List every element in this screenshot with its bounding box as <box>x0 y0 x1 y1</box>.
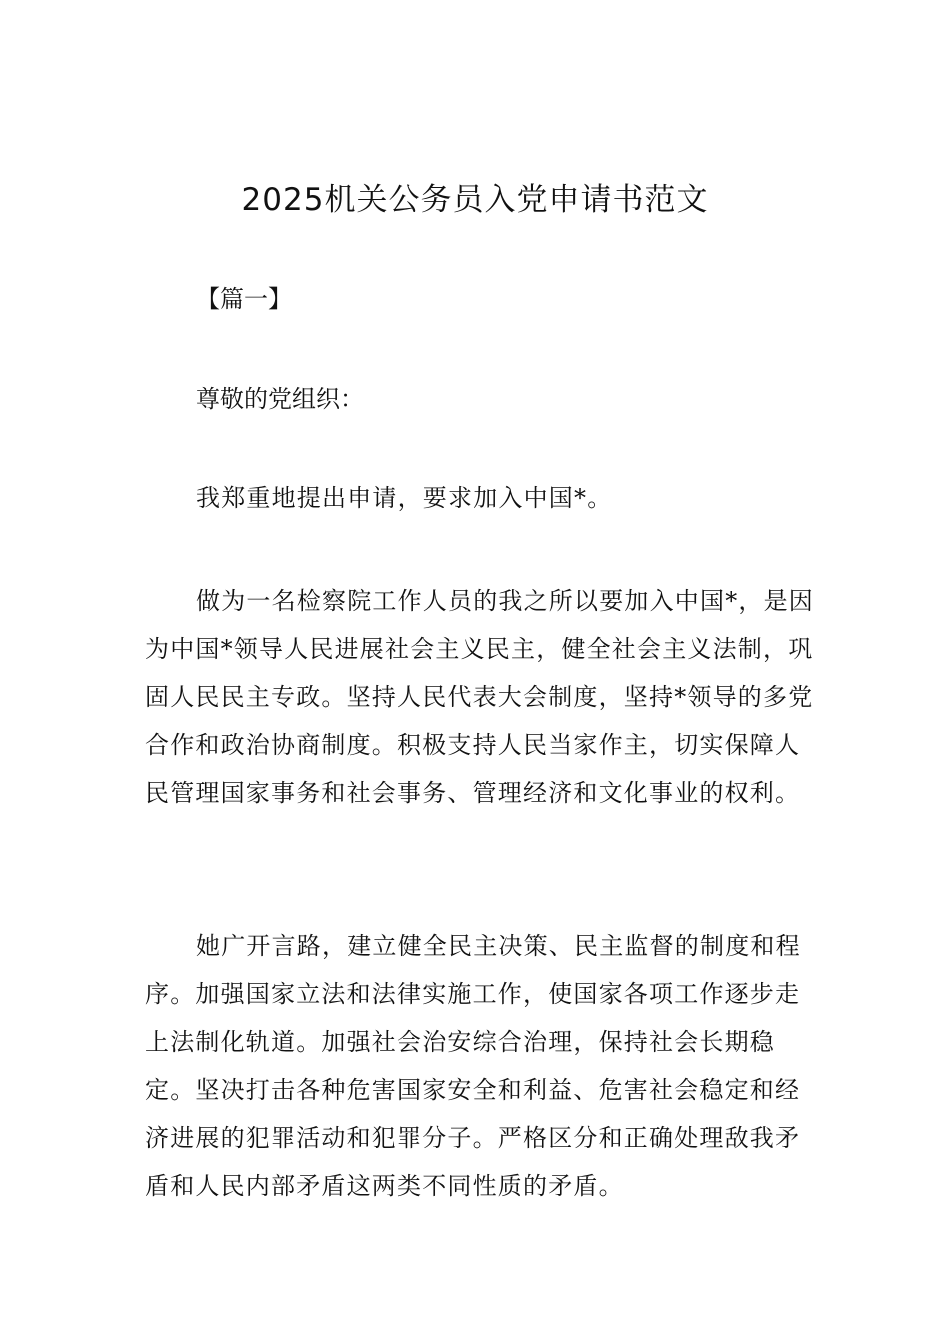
paragraph-application: 我郑重地提出申请，要求加入中国*。 <box>196 484 613 512</box>
paragraph-reason: 做为一名检察院工作人员的我之所以要加入中国*，是因为中国*领导人民进展社会主义民主，健全社会主义法制，巩固人民民主专政。坚持人民代表大会制度，坚持*领导的多党合作和政治协商制度。积极支持人民当家作主，切实保障人民管理国家事务和社会事务、管理经济和文化事业的权利。 <box>145 587 814 807</box>
section-label: 【篇一】 <box>196 285 292 313</box>
document-title: 2025机关公务员入党申请书范文 <box>241 182 709 218</box>
greeting-line: 尊敬的党组织： <box>196 385 364 413</box>
paragraph-legal-system: 她广开言路，建立健全民主决策、民主监督的制度和程序。加强国家立法和法律实施工作，使国家各项工作逐步走上法制化轨道。加强社会治安综合治理，保持社会长期稳定。坚决打击各种危害国家安全和利益、危害社会稳定和经济进展的犯罪活动和犯罪分子。严格区分和正确处理敌我矛盾和人民内部矛盾这两类不同性质的矛盾。 <box>145 932 801 1200</box>
